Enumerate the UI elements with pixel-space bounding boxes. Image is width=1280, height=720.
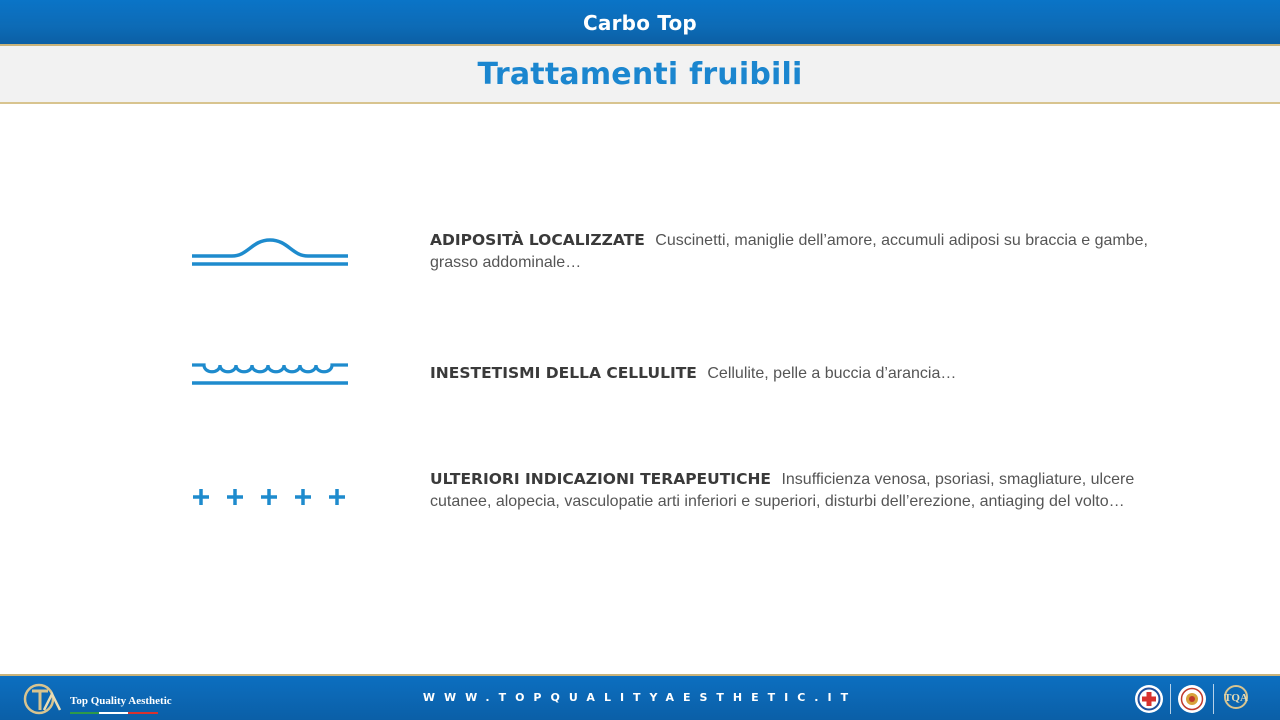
- certification-badges: [1134, 682, 1252, 716]
- cellulite-wave-icon: [190, 362, 352, 388]
- tqa-monogram-icon: [1220, 683, 1252, 715]
- brand-name: Top Quality Aesthetic: [70, 695, 172, 707]
- treatment-heading: ADIPOSITÀ LOCALIZZATE: [430, 231, 645, 249]
- treatment-description: Cellulite, pelle a buccia d’arancia…: [707, 365, 957, 382]
- italian-flag-line: [70, 712, 158, 714]
- badge-divider: [1213, 684, 1214, 714]
- plus-signs-icon: [190, 485, 352, 509]
- treatment-heading: ULTERIORI INDICAZIONI TERAPEUTICHE: [430, 470, 771, 488]
- website-url: WWW.TOPQUALITYAESTHETIC.IT: [422, 691, 858, 704]
- treatment-heading: INESTETISMI DELLA CELLULITE: [430, 364, 697, 382]
- emblem-seal-icon: [1177, 684, 1207, 714]
- footer-bar: [0, 674, 1280, 720]
- badge-divider: [1170, 684, 1171, 714]
- top-header-bar: [0, 0, 1280, 46]
- app-title: Carbo Top: [583, 11, 697, 35]
- treatment-text: [430, 363, 1150, 385]
- treatment-text: [430, 469, 1150, 512]
- treatment-text: [430, 230, 1150, 273]
- adiposity-bump-icon: [190, 232, 352, 270]
- title-strip: [0, 46, 1280, 104]
- treatment-description: Insufficienza venosa, psoriasi, smagliature, ulcere cutanee, alopecia, vasculopatie arti inferiori e superiori, disturbi dell’erezione, antiaging del volto…: [430, 471, 1135, 510]
- tqa-monogram-text: TQA: [1224, 692, 1248, 704]
- cross-seal-icon: [1134, 684, 1164, 714]
- treatment-description: Cuscinetti, maniglie dell’amore, accumuli adiposi su braccia e gambe, grasso addominale…: [430, 232, 1148, 271]
- page-title: Trattamenti fruibili: [477, 56, 803, 92]
